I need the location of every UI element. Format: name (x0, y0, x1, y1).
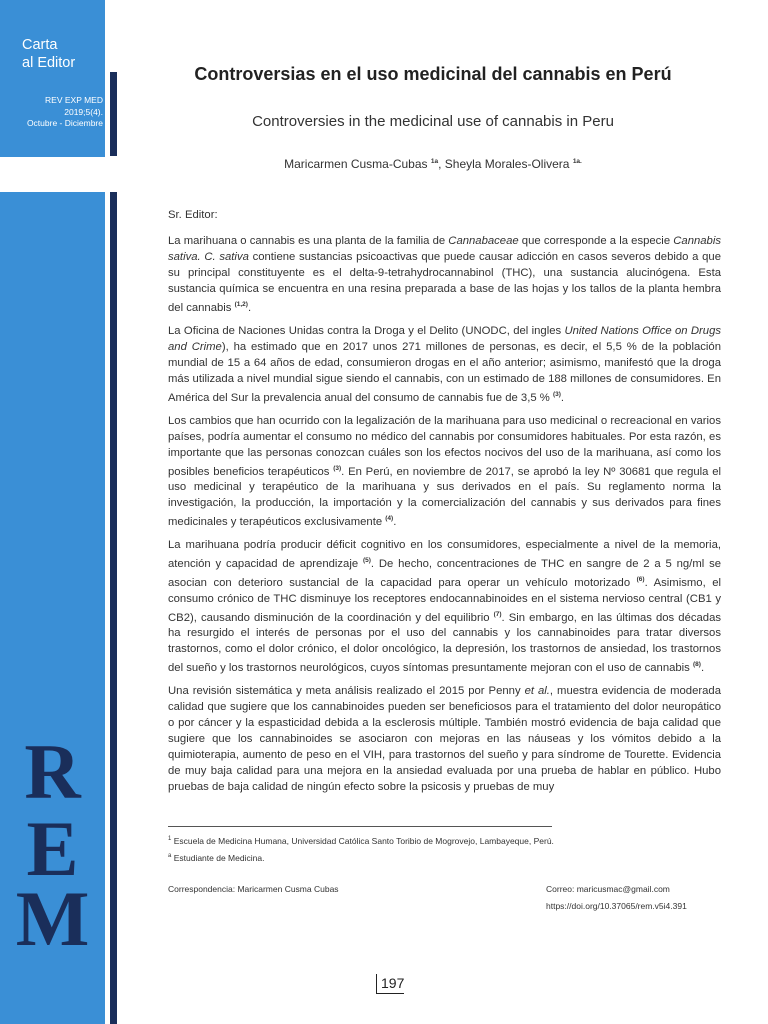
journal-abbrev: REV EXP MED (45, 95, 103, 105)
citation: (5) (362, 557, 371, 565)
citation: (4) (385, 515, 394, 523)
author-1: Maricarmen Cusma-Cubas (284, 157, 431, 171)
citation: (3) (552, 390, 561, 398)
journal-period: Octubre - Diciembre (26, 118, 103, 128)
author-2-affiliation: 1a. (572, 158, 582, 165)
letter-body (168, 207, 721, 802)
paragraph-2: La Oficina de Naciones Unidas contra la Droga y el Delito (UNODC, del ingles United Nations Office on Drugs and Crime), ha estimado que en 2017 unos 271 millones de personas, es decir, el 5,5 % de la población mundial de 15 a 64 años de edad, consumieron drogas en el año anterior; asimismo, manifestó que la droga más utilizada a nivel mundial sigue siendo el cannabis, con un estimado de 188 millones de consumidores. En América del Sur la prevalencia anual del consumo de cannabis fue de 3,5 % $^{(3)}$. (168, 324, 722, 404)
author-line (150, 157, 716, 171)
citation: (3) (333, 464, 342, 472)
author-1-affiliation: 1a (430, 158, 439, 165)
footnote-rule (168, 826, 552, 827)
salutation: Sr. Editor: (168, 209, 218, 221)
italic-term: Cannabaceae (448, 235, 519, 247)
logo-letter-m: M (15, 875, 90, 962)
italic-term: United Nations Office on Drugs and Crime (168, 324, 722, 353)
citation: (6) (636, 575, 645, 583)
logo-letter-e: E (26, 805, 79, 892)
section-label-line1: Carta (22, 37, 58, 53)
paragraph-3: Los cambios que han ocurrido con la legalización de la marihuana para uso medicinal o recreacional en varios países, podría aumentar el consumo no médico del cannabis por consumidores habituales. Por esta razón, es importante que las personas conozcan cuáles son los efectos nocivos del uso de la marihuana, así como los posibles beneficios terapéuticos $^{(3)}$. En Perú, en noviembre de 2017, se aprobó la ley Nº 30681 que regula el uso medicinal y terapéutico de la marihuana y sus derivados en el país. Su reglamento norma la investigación, la producción, la importación y la comercialización del cannabis y sus derivados para fines medicinales y terapéuticos exclusivamente $^{(4)}$. (168, 414, 722, 529)
section-label (22, 36, 75, 72)
issue-info (2, 95, 103, 130)
italic-term: Cannabis sativa. C. sativa (168, 235, 721, 263)
footnote-role: $^a$ Estudiante de Medicina. (168, 852, 265, 863)
footnote-affiliation: $^1$ Escuela de Medicina Humana, Universidad Católica Santo Toribio de Mogrovejo, Lambayeque, Perú. (168, 835, 554, 846)
article-title: Controversias en el uso medicinal del cannabis en Perú (194, 64, 672, 84)
email: Correo: maricusmac@gmail.com (546, 884, 670, 894)
author-2: , Sheyla Morales-Olivera (438, 157, 573, 171)
citation: (7) (493, 610, 502, 618)
page-number: 197 (376, 974, 404, 994)
logo-letter-r: R (24, 728, 81, 815)
accent-bar-main (110, 192, 117, 1024)
sidebar-header-panel (0, 0, 105, 157)
section-label-line2: al Editor (22, 55, 76, 71)
paragraph-5: Una revisión sistemática y meta análisis realizado el 2015 por Penny et al., muestra evidencia de moderada calidad que sugiere que los cannabinoides pueden ser beneficiosos para el tratamiento del dolor neuropático o por cáncer y la espasticidad debida a la esclerosis múltiple. También mostró evidencia de baja calidad que sugiere que los cannabinoides se asociaron con mejoras en las náuseas y los vómitos debido a la quimioterapia, aumento de peso en el VIH, para trastornos del sueño y para síndrome de Tourette. Evidencia de muy baja calidad para una mejora en la ansiedad evaluada por una prueba de hablar en público. Hubo pruebas de baja calidad de ningún efecto sobre la psicosis y pruebas de muy (168, 685, 721, 794)
italic-term: et al. (524, 685, 550, 698)
article-subtitle: Controversies in the medicinal use of cannabis in Peru (252, 113, 614, 130)
footnotes (168, 832, 554, 866)
correspondence: Correspondencia: Maricarmen Cusma Cubas (168, 884, 339, 894)
citation: (1,2) (234, 301, 248, 308)
citation: (8) (692, 661, 701, 669)
paragraph-4: La marihuana podría producir déficit cognitivo en los consumidores, especialmente a nivel de la memoria, atención y capacidad de aprendizaje $^{(5)}$. De hecho, concentraciones de THC en sangre de 2 a 5 ng/ml se asocian con deterioro sustancial de la capacidad para operar un vehículo motorizado $^{(6)}$. Asimismo, el consumo crónico de THC disminuye los receptores endocannabinoides en el sistema nervioso central (CB1 y CB2), causando disminución de la coordinación y del equilibrio $^{(7)}$. Sin embargo, en las últimas dos décadas ha resurgido el interés de personas por el uso del cannabis y los cannabinoides para tratar diversos trastornos, como el dolor crónico, el dolor oncológico, la depresión, los trastornos de ansiedad, los trastornos del sueño y los trastornos neurológicos, cuyos síntomas presuntamente mejoran con el uso de cannabis $^{(8)}$. (168, 539, 721, 675)
accent-bar-top (110, 72, 117, 156)
paragraph-1: La marihuana o cannabis es una planta de la familia de Cannabaceae que corresponde a la especie Cannabis sativa. C. sativa contiene sustancias psicoactivas que puede causar adicción en casos severos debido a que su principal constituyente es el delta-9-tetrahydrocannabinol (THC), una sustancia alucinógena. Esta sustancia química se encuentra en una resina preparada a base de las hojas y los tallos de la planta hembra del cannabis $^{(1,2)}$. (168, 235, 721, 314)
journal-volume: 2019;5(4). (64, 106, 103, 117)
doi-link[interactable]: https://doi.org/10.37065/rem.v5i4.391 (546, 901, 687, 911)
